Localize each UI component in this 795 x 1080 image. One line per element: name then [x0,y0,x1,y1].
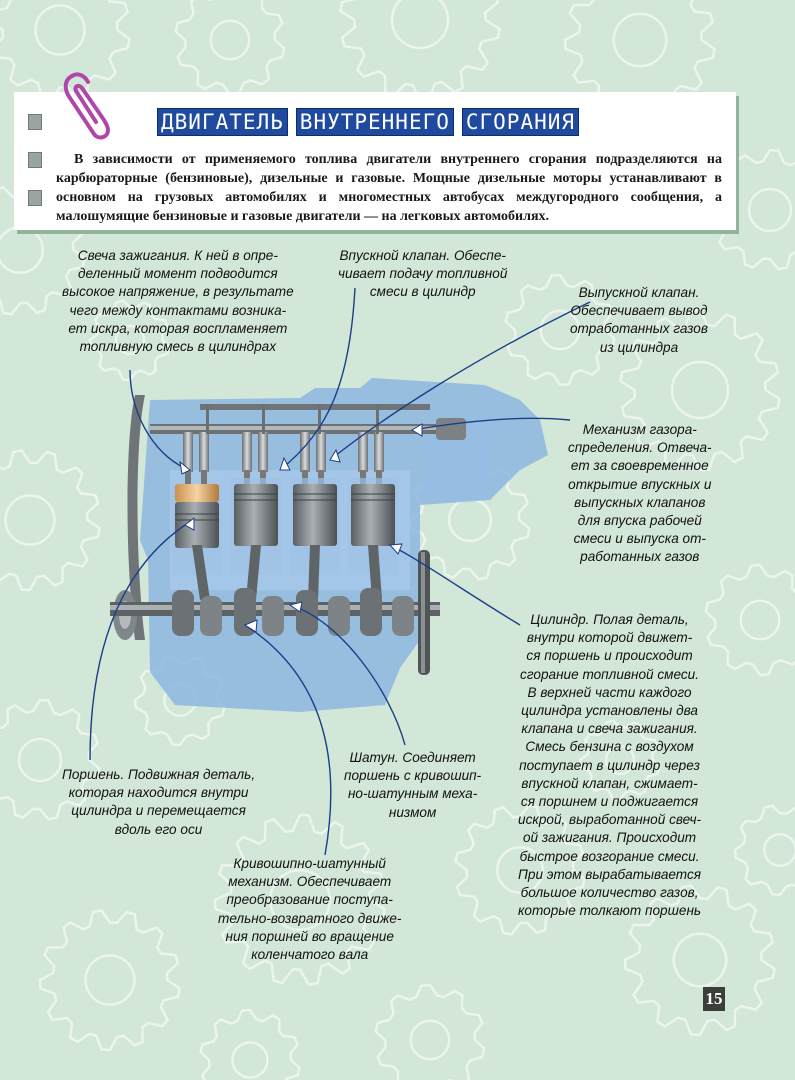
caption-line: вдоль его оси [114,821,203,837]
title-word: ДВИГАТЕЛЬ [157,108,288,136]
caption-line: из цилиндра [599,339,679,355]
caption-line: деленный момент подводится [77,266,278,282]
title-word: ВНУТРЕННЕГО [296,108,454,136]
caption-line: Механизм газора- [582,422,697,437]
caption-line: которые толкают поршень [518,903,702,919]
intro-paragraph: В зависимости от применяемого топлива двигатели внутреннего сгорания подразделяются на карбюраторные (бензиновые), дизельные и газовые. Мощные дизельные моторы устанавливают в основном на грузовых автомобилях и многоместных автобусах междугородного сообщения, а малошумящие бензиновые и газовые двигатели — на легковых автомобилях. [56,152,722,224]
caption-line: При этом вырабатывается [518,866,702,882]
caption-cylinder [518,611,701,920]
caption-line: Свеча зажигания. К ней в опре- [77,248,278,263]
caption-line: поршень с кривошип- [344,768,482,784]
caption-line: коленчатого вала [251,947,369,963]
caption-crank-mechanism [218,855,401,964]
caption-line: смеси и выпуска от- [573,531,706,547]
caption-line: механизм. Обеспечивает [228,874,392,890]
caption-line: клапана и свеча зажигания. [521,721,698,737]
caption-line: работанных газов [580,549,700,565]
caption-line: Цилиндр. Полая деталь, [530,612,689,627]
caption-line: ет искра, которая воспламеняет [68,320,288,336]
caption-line: ет за своевременное [570,458,709,474]
caption-line: быстрое возгорание смеси. [519,848,700,864]
caption-line: топливную смесь в цилиндрах [79,339,277,355]
caption-line: отработанных газов [570,321,708,337]
caption-line: преобразование поступа- [226,892,393,908]
page-number: 15 [703,987,725,1011]
caption-line: внутри которой движет- [526,630,693,646]
caption-line: Кривошипно-шатунный [233,856,386,871]
caption-line: которая находится внутри [68,785,249,801]
caption-line: ся поршень и происходит [526,648,693,664]
caption-line: высокое напряжение, в результате [62,284,294,300]
caption-spark-plug [62,247,294,356]
caption-line: Поршень. Подвижная деталь, [62,767,256,782]
caption-line: спределения. Отвеча- [568,440,712,456]
caption-line: Выпускной клапан. [578,285,700,300]
caption-line: ся поршнем и поджигается [520,794,699,810]
caption-line: но-шатунным меха- [347,786,478,802]
caption-line: цилиндра и перемещается [71,803,246,819]
caption-line: низмом [388,804,437,820]
caption-line: Впускной клапан. Обеспе- [339,248,506,263]
caption-line: чего между контактами возника- [69,302,287,318]
caption-intake-valve [338,247,507,302]
caption-line: Обеспечивает вывод [570,303,708,319]
caption-line: Смесь бензина с воздухом [525,739,694,755]
caption-line: выпускных клапанов [574,494,706,510]
caption-line: поступает в цилиндр через [519,757,700,773]
title-word: СГОРАНИЯ [462,108,579,136]
caption-line: тельно-возвратного движе- [218,910,402,926]
caption-timing-mechanism [568,421,712,567]
caption-line: цилиндра установлены два [521,703,698,719]
caption-line: ой зажигания. Происходит [522,830,697,846]
caption-line: смеси в цилиндр [369,284,476,300]
caption-piston [62,766,255,839]
caption-line: впускной клапан, сжимает- [521,775,698,791]
caption-line: ния поршней во вращение [225,928,394,944]
caption-line: открытие впускных и [568,476,712,492]
caption-line: для впуска рабочей [577,513,702,529]
caption-line: В верхней части каждого [527,684,692,700]
caption-line: сгорание топливной смеси. [520,666,700,682]
caption-line: большое количество газов, [520,885,699,901]
caption-connecting-rod [344,749,481,822]
caption-exhaust-valve [570,284,708,357]
flywheel [418,550,430,675]
caption-line: чивает подачу топливной [338,266,508,282]
caption-line: Шатун. Соединяет [349,750,476,765]
caption-line: искрой, выработанной свеч- [518,812,702,828]
